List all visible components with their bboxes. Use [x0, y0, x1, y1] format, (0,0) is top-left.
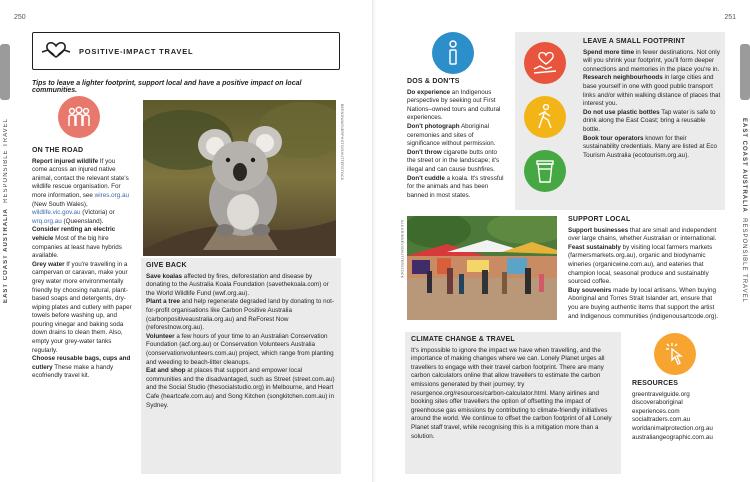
bold-lead: Do experience [407, 88, 451, 96]
bold-lead: Research neighbourhoods [583, 74, 663, 82]
paragraph-text: (New South Wales), [32, 200, 88, 208]
give-back-heading: GIVE BACK [146, 262, 187, 269]
paragraph-text: in large cities and base yourself in one with good public transport links and/or within walking distance of places that interest you. [583, 74, 721, 108]
paragraph-text: known for their sustainability credentials. Many are listed at Eco Tourism Australia (ecotourism.org.au). [583, 134, 718, 159]
resources-heading: RESOURCES [632, 380, 679, 387]
running-head-chapter: RESPONSIBLE TRAVEL [3, 118, 9, 203]
wires-link[interactable]: wires.org.au [94, 191, 129, 199]
dos-donts-heading: DOS & DON'TS [407, 78, 460, 85]
running-head-left [3, 118, 9, 303]
paragraph-text: an Indigenous perspective by seeking out First Nations–owned tours and cultural experiences. [407, 88, 501, 122]
resource-link[interactable]: socialtraders.com.au [632, 416, 691, 424]
climate-heading: CLIMATE CHANGE & TRAVEL [411, 336, 515, 343]
intro-text: Tips to leave a lighter footprint, support local and have a positive impact on local communities. [32, 80, 302, 94]
paragraph-text: that are small and independent over large chains, whether Australian or international. [568, 226, 717, 243]
resources-section [632, 380, 728, 442]
bold-lead: Do not use plastic bottles [583, 108, 660, 116]
paragraph-text: a few hours of your time to an Australian Conservation Foundation (acf.org.au) or Conservation Volunteers Australia (conservationvolunteers.com.au) project, which range from planting and weeding to beach-litter cleanups. [146, 332, 334, 366]
climate-text: It's impossible to ignore the impact we have when travelling, and the importance of making changes where we can. Lonely Planet urges all travellers to engage with their travel carbon footprint. There are many carbon calculators online that allow travellers to estimate the carbon emissions generated by their journey; try resurgence.org/resources/carbon-calculator.html. Many airlines and booking sites offer travellers the option of offsetting the impact of greenhouse gas emissions by contributing to climate-friendly initiatives around the world. We continue to offset the carbon footprint of all Lonely Planet staff travel, while recognising this is a mitigation more than a solution. [411, 346, 612, 440]
paragraph-text: and help regenerate degraded land by donating to not-for-profit organisations like Carbon Positive Australia (carbonpositiveaustralia.org.au) and ReForest Now (reforestnow.org.au). [146, 298, 334, 332]
paragraph-text: If you come across an injured native animal, contact the relevant state's wildlife rescue organisation. For more information, see [32, 157, 129, 199]
give-back-section [146, 262, 338, 410]
resource-link[interactable]: experiences.com [632, 407, 680, 415]
bold-lead: Save koalas [146, 272, 183, 280]
running-head-chapter: RESPONSIBLE TRAVEL [741, 218, 747, 303]
running-head-region: EAST COAST AUSTRALIA [3, 208, 9, 303]
bold-lead: Plant a tree [146, 298, 180, 306]
dos-donts-section [407, 78, 507, 200]
wildlife-vic-link[interactable]: wildlife.vic.gov.au [32, 209, 81, 217]
bold-lead: Consider renting an electric vehicle [32, 226, 116, 242]
bold-lead: Report injured wildlife [32, 157, 99, 165]
left-page [0, 0, 374, 482]
koala-photo [143, 100, 336, 256]
page-number-right: 251 [724, 14, 736, 21]
side-tab-left [0, 44, 10, 100]
heart-hand-icon [524, 42, 566, 84]
resource-link[interactable]: greentravelguide.org [632, 390, 690, 398]
resource-link[interactable]: australiangeographic.com.au [632, 433, 713, 441]
paragraph-text: by visiting local farmers markets (farmersmarkets.org.au), organic and biodynamic wineries (organicwine.com.au), and eateries that champion local, seasonal produce and sustainably sourced coffee. [568, 243, 713, 286]
paragraph-text: in fewer destinations. Not only will you shrink your footprint, you'll form deeper connections and memories in the place you're in. [583, 48, 720, 73]
bold-lead: Choose reusable bags, cups and cutlery [32, 355, 131, 371]
paragraph-text: Tap water is safe to drink along the East Coast; bring a reusable bottle. [583, 108, 716, 133]
paragraph-text: If you're travelling in a campervan or caravan, make your grey water more environmentally friendly by choosing natural, plant-based soaps and detergents, dry-wiping plates and cutlery with paper towels before washing up, and pouring vinegar and baking soda down drains to clean them. Also, empty your grey-water tanks regularly. [32, 260, 132, 354]
bold-lead: Volunteer [146, 332, 175, 340]
paragraph-text: affected by fires, deforestation and disease by donating to the Australia Koala Foundation (savethekoala.com) or the World Wildlife Fund (wwf.org.au). [146, 272, 329, 297]
paragraph-text: (Victoria) or [80, 209, 115, 217]
market-photo [407, 216, 557, 320]
people-group-icon [58, 96, 100, 138]
side-tab-right [740, 44, 750, 100]
small-footprint-heading: LEAVE A SMALL FOOTPRINT [583, 38, 686, 45]
info-icon [432, 32, 474, 74]
bold-lead: Eat and shop [146, 367, 186, 375]
climate-section [411, 336, 617, 441]
bold-lead: Grey water [32, 260, 65, 268]
support-local-section [568, 216, 720, 321]
on-the-road-section [32, 147, 132, 381]
paragraph-text: made by local artisans. When buying Aboriginal and Torres Strait Islander art, ensure that you are buying authentic items that support the artist and Indigenous communities (indigenousartcode.org). [568, 286, 719, 320]
koala-photo-credit: BERNDWAGNERPHOTO/SHUTTERSTOCK [340, 104, 344, 181]
bold-lead: Book tour operators [583, 134, 644, 142]
bold-lead: Support businesses [568, 226, 629, 234]
paragraph-text: Most of the big hire companies at least have hybrids available. [32, 234, 122, 260]
support-local-heading: SUPPORT LOCAL [568, 216, 631, 223]
market-photo-credit: ILIA KRIMNEV/SHUTTERSTOCK [400, 220, 404, 279]
handshake-heart-icon [39, 38, 73, 64]
reusable-cup-icon [524, 150, 566, 192]
paragraph-text: Aboriginal ceremonies and sites of significance without permission. [407, 122, 496, 148]
paragraph-text: cigarette butts onto the street or in the landscape; it's illegal and can cause bushfires. [407, 148, 500, 173]
page-number-left: 250 [14, 14, 26, 21]
title-box [32, 32, 340, 70]
bold-lead: Don't cuddle [407, 174, 445, 182]
bold-lead: Buy souvenirs [568, 286, 612, 294]
running-head-region: EAST COAST AUSTRALIA [741, 118, 747, 213]
running-head-right [741, 118, 747, 303]
resource-link[interactable]: worldanimalprotection.org.au [632, 424, 713, 432]
paragraph-text: (Queensland). [61, 217, 104, 225]
page-title: POSITIVE-IMPACT TRAVEL [79, 46, 194, 56]
paragraph-text: a koala. It's stressful for the animals and has been banned in most states. [407, 174, 504, 199]
bold-lead: Don't throw [407, 148, 442, 156]
paragraph-text: at places that support and empower local communities and the disadvantaged, such as Street (street.com.au) and the Social Studio (thesocialstudio.org) in Melbourne, and Heart Cafe (heartcafe.com.au) and Song Kitchen (songkitchen.com.au) in Sydney. [146, 367, 335, 409]
small-footprint-section [583, 38, 721, 160]
wrq-link[interactable]: wrq.org.au [32, 217, 62, 225]
resource-link[interactable]: discoveraboriginal [632, 399, 683, 407]
bold-lead: Feast sustainably [568, 243, 621, 251]
pointer-click-icon [654, 333, 696, 375]
bold-lead: Spend more time [583, 48, 635, 56]
walking-person-icon [524, 96, 566, 138]
on-the-road-heading: ON THE ROAD [32, 147, 84, 154]
paragraph-text: These make a handy ecofriendly travel kit. [32, 363, 114, 380]
bold-lead: Don't photograph [407, 122, 460, 130]
